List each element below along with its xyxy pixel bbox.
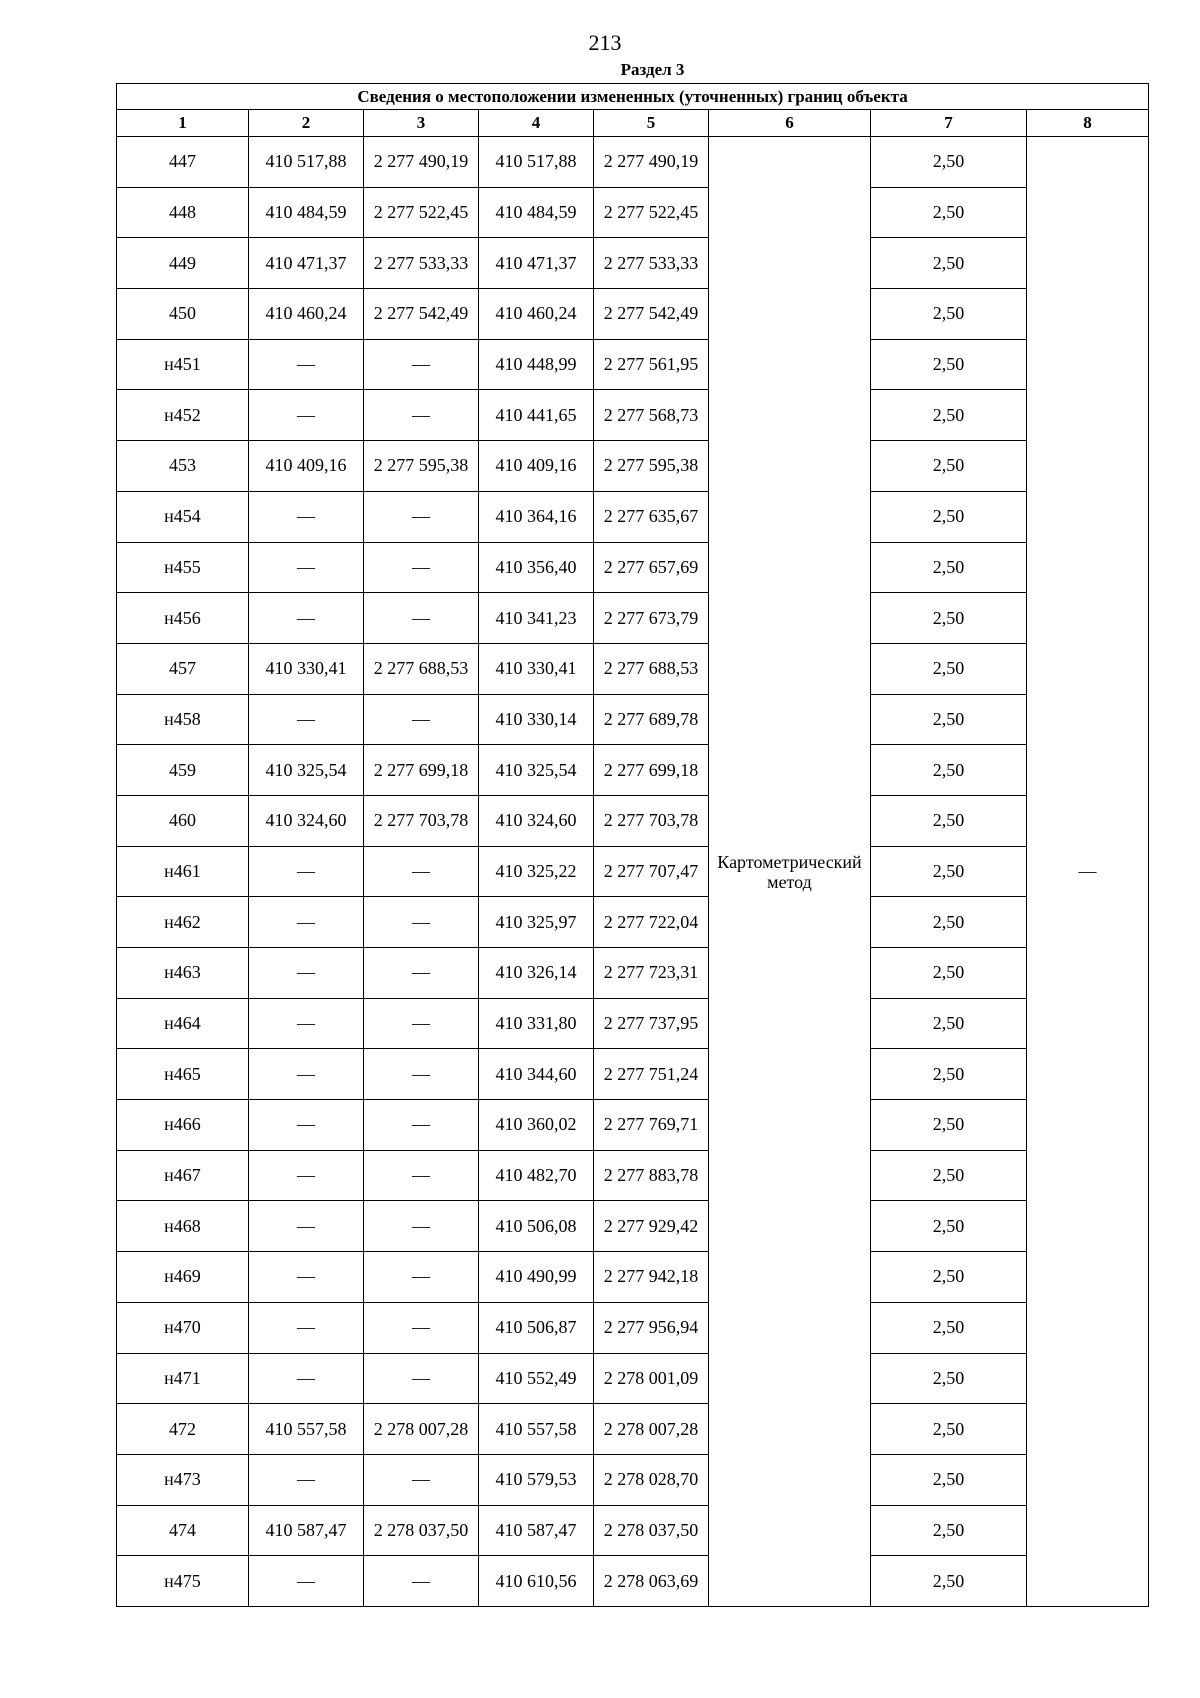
table-row	[117, 593, 1149, 644]
x-old-cell: —	[249, 1150, 364, 1201]
y-old-cell: —	[364, 846, 479, 897]
x-new-cell: 410 552,49	[479, 1353, 594, 1404]
column-number: 4	[479, 110, 594, 137]
point-number-cell: н467	[117, 1150, 249, 1201]
accuracy-cell: 2,50	[871, 441, 1027, 492]
x-new-cell: 410 344,60	[479, 1049, 594, 1100]
y-old-cell: 2 277 699,18	[364, 745, 479, 796]
table-row	[117, 1404, 1149, 1455]
x-old-cell: 410 517,88	[249, 137, 364, 188]
column8-cell: —	[1027, 137, 1149, 1607]
x-new-cell: 410 484,59	[479, 187, 594, 238]
point-number-cell: н463	[117, 948, 249, 999]
x-new-cell: 410 330,41	[479, 643, 594, 694]
column-number: 2	[249, 110, 364, 137]
accuracy-cell: 2,50	[871, 1302, 1027, 1353]
accuracy-cell: 2,50	[871, 137, 1027, 188]
y-new-cell: 2 277 689,78	[594, 694, 709, 745]
accuracy-cell: 2,50	[871, 1505, 1027, 1556]
y-old-cell: 2 277 595,38	[364, 441, 479, 492]
y-old-cell: —	[364, 593, 479, 644]
y-old-cell: —	[364, 1100, 479, 1151]
point-number-cell: н465	[117, 1049, 249, 1100]
point-number-cell: 448	[117, 187, 249, 238]
x-new-cell: 410 610,56	[479, 1556, 594, 1607]
table-row	[117, 1556, 1149, 1607]
accuracy-cell: 2,50	[871, 745, 1027, 796]
point-number-cell: н462	[117, 897, 249, 948]
point-number-cell: н455	[117, 542, 249, 593]
x-old-cell: —	[249, 1201, 364, 1252]
x-old-cell: 410 409,16	[249, 441, 364, 492]
x-new-cell: 410 325,22	[479, 846, 594, 897]
x-old-cell: —	[249, 390, 364, 441]
accuracy-cell: 2,50	[871, 1201, 1027, 1252]
column-number: 1	[117, 110, 249, 137]
point-number-cell: н451	[117, 339, 249, 390]
table-row	[117, 1100, 1149, 1151]
table-row	[117, 1505, 1149, 1556]
table-row	[117, 948, 1149, 999]
x-old-cell: —	[249, 846, 364, 897]
x-old-cell: —	[249, 1454, 364, 1505]
y-old-cell: —	[364, 1150, 479, 1201]
x-old-cell: 410 471,37	[249, 238, 364, 289]
y-old-cell: —	[364, 897, 479, 948]
accuracy-cell: 2,50	[871, 1049, 1027, 1100]
y-new-cell: 2 278 028,70	[594, 1454, 709, 1505]
coordinates-table	[116, 83, 1149, 1607]
x-old-cell: —	[249, 948, 364, 999]
y-old-cell: 2 277 533,33	[364, 238, 479, 289]
accuracy-cell: 2,50	[871, 948, 1027, 999]
table-row	[117, 542, 1149, 593]
x-old-cell: 410 460,24	[249, 289, 364, 340]
column-number: 3	[364, 110, 479, 137]
accuracy-cell: 2,50	[871, 238, 1027, 289]
table-row	[117, 187, 1149, 238]
accuracy-cell: 2,50	[871, 998, 1027, 1049]
section-title: Раздел 3	[620, 60, 685, 79]
y-old-cell: —	[364, 491, 479, 542]
x-old-cell: 410 484,59	[249, 187, 364, 238]
y-old-cell: 2 277 542,49	[364, 289, 479, 340]
y-old-cell: —	[364, 948, 479, 999]
table-row	[117, 339, 1149, 390]
x-old-cell: 410 587,47	[249, 1505, 364, 1556]
point-number-cell: 459	[117, 745, 249, 796]
x-new-cell: 410 441,65	[479, 390, 594, 441]
y-old-cell: —	[364, 1049, 479, 1100]
y-new-cell: 2 277 657,69	[594, 542, 709, 593]
table-row	[117, 795, 1149, 846]
point-number-cell: н464	[117, 998, 249, 1049]
x-new-cell: 410 331,80	[479, 998, 594, 1049]
y-old-cell: 2 277 703,78	[364, 795, 479, 846]
x-new-cell: 410 324,60	[479, 795, 594, 846]
y-new-cell: 2 277 673,79	[594, 593, 709, 644]
y-new-cell: 2 277 595,38	[594, 441, 709, 492]
table-row	[117, 238, 1149, 289]
accuracy-cell: 2,50	[871, 897, 1027, 948]
accuracy-cell: 2,50	[871, 542, 1027, 593]
y-old-cell: 2 277 688,53	[364, 643, 479, 694]
y-new-cell: 2 277 703,78	[594, 795, 709, 846]
y-new-cell: 2 277 635,67	[594, 491, 709, 542]
x-new-cell: 410 506,08	[479, 1201, 594, 1252]
y-old-cell: 2 277 490,19	[364, 137, 479, 188]
point-number-cell: н466	[117, 1100, 249, 1151]
x-new-cell: 410 325,97	[479, 897, 594, 948]
x-new-cell: 410 364,16	[479, 491, 594, 542]
method-cell	[709, 137, 871, 1607]
table-row	[117, 1252, 1149, 1303]
accuracy-cell: 2,50	[871, 694, 1027, 745]
table-row	[117, 897, 1149, 948]
table-row	[117, 137, 1149, 188]
x-new-cell: 410 325,54	[479, 745, 594, 796]
y-old-cell: —	[364, 998, 479, 1049]
y-new-cell: 2 277 956,94	[594, 1302, 709, 1353]
x-old-cell: 410 557,58	[249, 1404, 364, 1455]
x-new-cell: 410 448,99	[479, 339, 594, 390]
accuracy-cell: 2,50	[871, 593, 1027, 644]
point-number-cell: 457	[117, 643, 249, 694]
column-number: 8	[1027, 110, 1149, 137]
x-new-cell: 410 356,40	[479, 542, 594, 593]
point-number-cell: н469	[117, 1252, 249, 1303]
point-number-cell: н461	[117, 846, 249, 897]
x-new-cell: 410 460,24	[479, 289, 594, 340]
x-new-cell: 410 490,99	[479, 1252, 594, 1303]
x-old-cell: —	[249, 1049, 364, 1100]
point-number-cell: н470	[117, 1302, 249, 1353]
point-number-cell: 472	[117, 1404, 249, 1455]
point-number-cell: н456	[117, 593, 249, 644]
y-new-cell: 2 277 751,24	[594, 1049, 709, 1100]
point-number-cell: 453	[117, 441, 249, 492]
accuracy-cell: 2,50	[871, 1252, 1027, 1303]
x-new-cell: 410 517,88	[479, 137, 594, 188]
x-old-cell: 410 324,60	[249, 795, 364, 846]
y-old-cell: —	[364, 1302, 479, 1353]
y-old-cell: —	[364, 1201, 479, 1252]
x-old-cell: 410 325,54	[249, 745, 364, 796]
accuracy-cell: 2,50	[871, 795, 1027, 846]
x-old-cell: —	[249, 491, 364, 542]
y-old-cell: 2 278 007,28	[364, 1404, 479, 1455]
y-new-cell: 2 277 883,78	[594, 1150, 709, 1201]
point-number-cell: н473	[117, 1454, 249, 1505]
table-row	[117, 491, 1149, 542]
y-new-cell: 2 278 063,69	[594, 1556, 709, 1607]
x-old-cell: —	[249, 1556, 364, 1607]
y-new-cell: 2 277 568,73	[594, 390, 709, 441]
table-row	[117, 1201, 1149, 1252]
accuracy-cell: 2,50	[871, 1353, 1027, 1404]
point-number-cell: н458	[117, 694, 249, 745]
y-new-cell: 2 278 001,09	[594, 1353, 709, 1404]
x-old-cell: —	[249, 1353, 364, 1404]
y-new-cell: 2 278 007,28	[594, 1404, 709, 1455]
y-new-cell: 2 277 707,47	[594, 846, 709, 897]
method-text: Картометрический метод	[717, 852, 862, 893]
point-number-cell: н475	[117, 1556, 249, 1607]
accuracy-cell: 2,50	[871, 643, 1027, 694]
y-new-cell: 2 277 522,45	[594, 187, 709, 238]
column-number: 5	[594, 110, 709, 137]
point-number-cell: н452	[117, 390, 249, 441]
x-old-cell: —	[249, 694, 364, 745]
y-old-cell: —	[364, 1252, 479, 1303]
column-number: 6	[709, 110, 871, 137]
y-new-cell: 2 277 688,53	[594, 643, 709, 694]
table-row	[117, 745, 1149, 796]
accuracy-cell: 2,50	[871, 390, 1027, 441]
x-new-cell: 410 506,87	[479, 1302, 594, 1353]
y-old-cell: —	[364, 1556, 479, 1607]
point-number-cell: н454	[117, 491, 249, 542]
y-new-cell: 2 277 769,71	[594, 1100, 709, 1151]
x-old-cell: —	[249, 542, 364, 593]
table-body	[117, 137, 1149, 1607]
accuracy-cell: 2,50	[871, 491, 1027, 542]
y-old-cell: —	[364, 542, 479, 593]
x-old-cell: —	[249, 1302, 364, 1353]
accuracy-cell: 2,50	[871, 1100, 1027, 1151]
y-new-cell: 2 277 722,04	[594, 897, 709, 948]
y-new-cell: 2 277 542,49	[594, 289, 709, 340]
x-new-cell: 410 360,02	[479, 1100, 594, 1151]
x-old-cell: 410 330,41	[249, 643, 364, 694]
point-number-cell: 460	[117, 795, 249, 846]
y-old-cell: —	[364, 1353, 479, 1404]
y-old-cell: —	[364, 390, 479, 441]
table-row	[117, 643, 1149, 694]
point-number-cell: 450	[117, 289, 249, 340]
accuracy-cell: 2,50	[871, 1404, 1027, 1455]
y-new-cell: 2 277 723,31	[594, 948, 709, 999]
table-row	[117, 1302, 1149, 1353]
point-number-cell: 449	[117, 238, 249, 289]
column-number: 7	[871, 110, 1027, 137]
x-old-cell: —	[249, 998, 364, 1049]
table-row	[117, 998, 1149, 1049]
y-new-cell: 2 278 037,50	[594, 1505, 709, 1556]
x-old-cell: —	[249, 1100, 364, 1151]
table-row	[117, 846, 1149, 897]
accuracy-cell: 2,50	[871, 1556, 1027, 1607]
table-row	[117, 1049, 1149, 1100]
y-new-cell: 2 277 942,18	[594, 1252, 709, 1303]
x-new-cell: 410 579,53	[479, 1454, 594, 1505]
table-row	[117, 1454, 1149, 1505]
y-old-cell: —	[364, 1454, 479, 1505]
y-new-cell: 2 277 737,95	[594, 998, 709, 1049]
x-new-cell: 410 341,23	[479, 593, 594, 644]
page-number: 213	[588, 30, 622, 55]
x-new-cell: 410 587,47	[479, 1505, 594, 1556]
point-number-cell: 447	[117, 137, 249, 188]
y-old-cell: 2 277 522,45	[364, 187, 479, 238]
accuracy-cell: 2,50	[871, 1150, 1027, 1201]
x-new-cell: 410 409,16	[479, 441, 594, 492]
y-old-cell: 2 278 037,50	[364, 1505, 479, 1556]
accuracy-cell: 2,50	[871, 846, 1027, 897]
y-new-cell: 2 277 561,95	[594, 339, 709, 390]
y-new-cell: 2 277 929,42	[594, 1201, 709, 1252]
accuracy-cell: 2,50	[871, 289, 1027, 340]
table-row	[117, 441, 1149, 492]
x-new-cell: 410 326,14	[479, 948, 594, 999]
x-new-cell: 410 482,70	[479, 1150, 594, 1201]
x-new-cell: 410 557,58	[479, 1404, 594, 1455]
point-number-cell: 474	[117, 1505, 249, 1556]
x-old-cell: —	[249, 593, 364, 644]
table-row	[117, 390, 1149, 441]
y-old-cell: —	[364, 694, 479, 745]
accuracy-cell: 2,50	[871, 1454, 1027, 1505]
accuracy-cell: 2,50	[871, 187, 1027, 238]
point-number-cell: н468	[117, 1201, 249, 1252]
table-row	[117, 1353, 1149, 1404]
x-old-cell: —	[249, 339, 364, 390]
y-new-cell: 2 277 533,33	[594, 238, 709, 289]
x-old-cell: —	[249, 1252, 364, 1303]
column-number-row	[117, 110, 1149, 137]
table-row	[117, 1150, 1149, 1201]
table-row	[117, 289, 1149, 340]
y-new-cell: 2 277 490,19	[594, 137, 709, 188]
x-new-cell: 410 471,37	[479, 238, 594, 289]
accuracy-cell: 2,50	[871, 339, 1027, 390]
y-old-cell: —	[364, 339, 479, 390]
table-row	[117, 694, 1149, 745]
x-old-cell: —	[249, 897, 364, 948]
point-number-cell: н471	[117, 1353, 249, 1404]
y-new-cell: 2 277 699,18	[594, 745, 709, 796]
x-new-cell: 410 330,14	[479, 694, 594, 745]
table-caption: Сведения о местоположении измененных (уточненных) границ объекта	[117, 84, 1149, 110]
